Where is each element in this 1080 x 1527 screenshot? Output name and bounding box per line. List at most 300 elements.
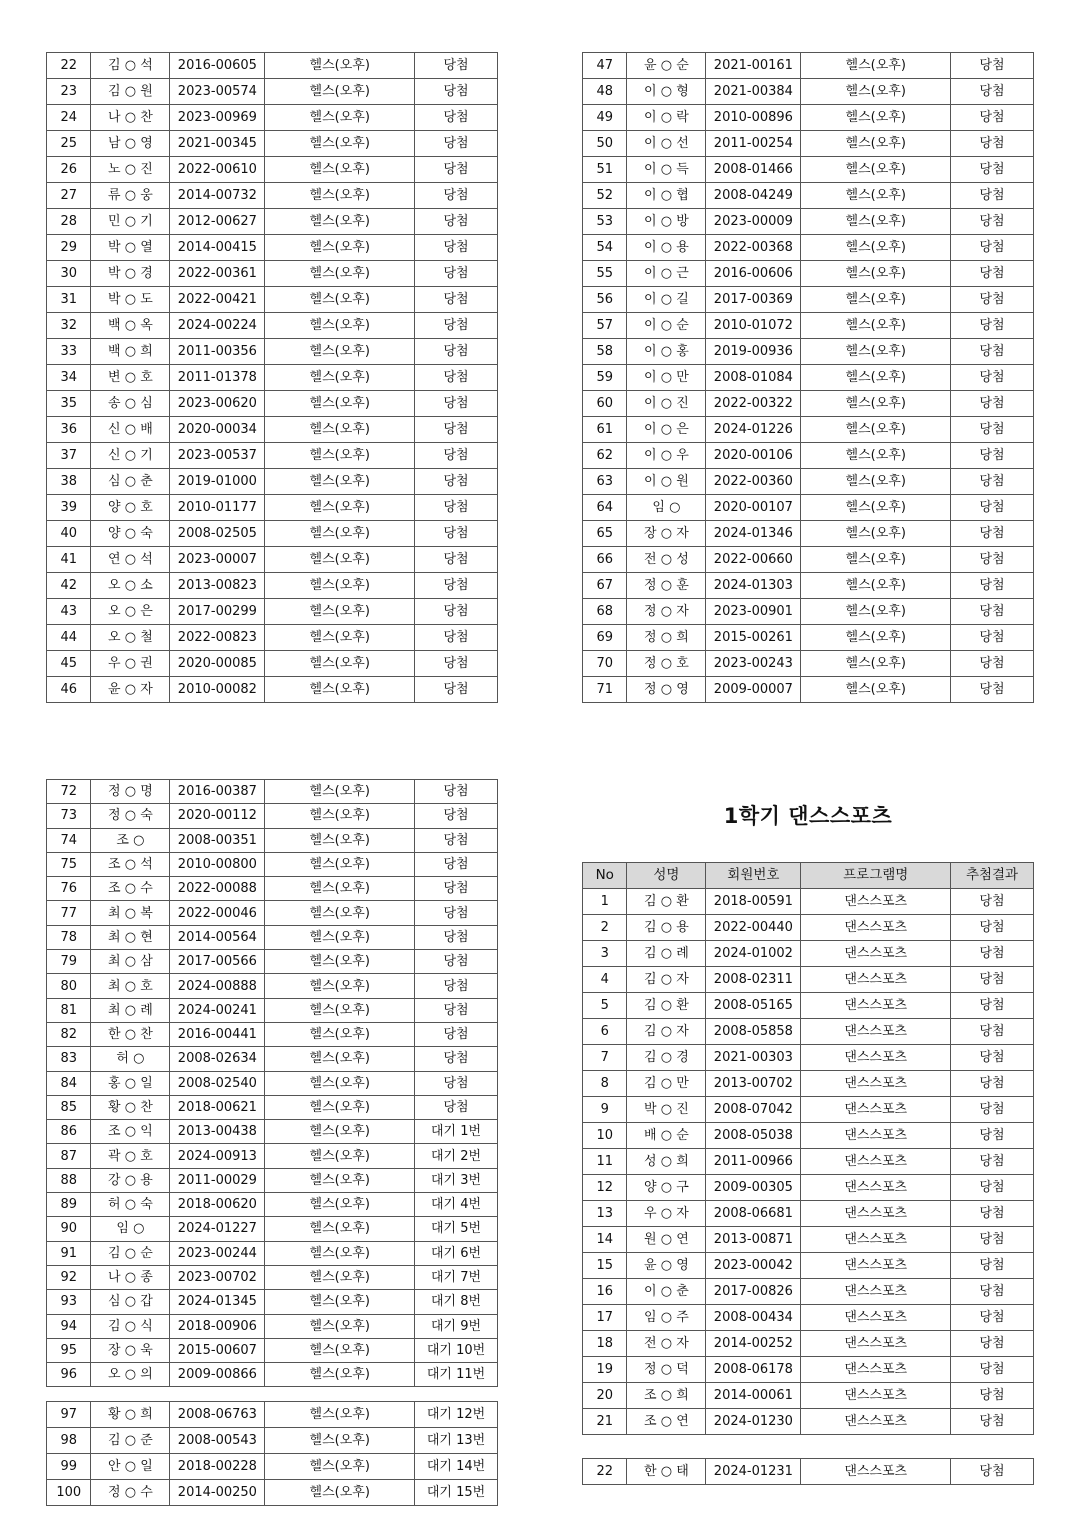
draw-result: 대기 4번 [415, 1193, 498, 1217]
member-name: 이 ○ 은 [627, 417, 706, 443]
program-name: 헬스(오후) [265, 1480, 415, 1506]
table-row [47, 443, 498, 469]
member-id: 2020-00112 [170, 804, 265, 828]
program-name: 댄스스포츠 [801, 967, 951, 993]
row-no: 46 [47, 677, 91, 703]
draw-result: 당첨 [951, 1123, 1034, 1149]
table-row [47, 625, 498, 651]
draw-result: 당첨 [415, 780, 498, 804]
table-row [47, 573, 498, 599]
program-name: 댄스스포츠 [801, 1383, 951, 1409]
draw-result: 당첨 [951, 625, 1034, 651]
member-name: 이 ○ 근 [627, 261, 706, 287]
program-name: 헬스(오후) [265, 131, 415, 157]
row-no: 86 [47, 1120, 91, 1144]
program-name: 헬스(오후) [801, 209, 951, 235]
member-id: 2013-00438 [170, 1120, 265, 1144]
member-name: 최 ○ 현 [91, 925, 170, 949]
draw-result: 당첨 [415, 131, 498, 157]
table-row [583, 1227, 1034, 1253]
table-row [47, 998, 498, 1022]
draw-result: 당첨 [951, 941, 1034, 967]
row-no: 4 [583, 967, 627, 993]
program-name: 헬스(오후) [265, 599, 415, 625]
program-name: 헬스(오후) [801, 469, 951, 495]
member-id: 2024-01231 [706, 1459, 801, 1485]
table-row [47, 1363, 498, 1387]
row-no: 58 [583, 339, 627, 365]
table-row [583, 599, 1034, 625]
member-id: 2008-01466 [706, 157, 801, 183]
row-no: 39 [47, 495, 91, 521]
member-id: 2019-00936 [706, 339, 801, 365]
draw-result: 당첨 [415, 209, 498, 235]
program-name: 헬스(오후) [801, 573, 951, 599]
row-no: 50 [583, 131, 627, 157]
table-row [47, 157, 498, 183]
draw-result: 당첨 [415, 1047, 498, 1071]
member-name: 조 ○ 연 [627, 1409, 706, 1435]
program-name: 댄스스포츠 [801, 1459, 951, 1485]
row-no: 26 [47, 157, 91, 183]
member-name: 이 ○ 선 [627, 131, 706, 157]
table-row [583, 1175, 1034, 1201]
draw-result: 대기 13번 [415, 1428, 498, 1454]
draw-result: 당첨 [951, 157, 1034, 183]
table-row [47, 183, 498, 209]
table-row [583, 1357, 1034, 1383]
member-id: 2018-00621 [170, 1095, 265, 1119]
table-row [583, 495, 1034, 521]
row-no: 81 [47, 998, 91, 1022]
draw-result: 당첨 [951, 209, 1034, 235]
member-id: 2023-00901 [706, 599, 801, 625]
member-id: 2018-00620 [170, 1193, 265, 1217]
member-name: 홍 ○ 일 [91, 1071, 170, 1095]
table-row [47, 828, 498, 852]
table-row [47, 1095, 498, 1119]
member-name: 성 ○ 희 [627, 1149, 706, 1175]
program-name: 헬스(오후) [265, 209, 415, 235]
member-name: 이 ○ 순 [627, 313, 706, 339]
table-row [583, 287, 1034, 313]
member-id: 2011-00029 [170, 1168, 265, 1192]
table-row [47, 877, 498, 901]
program-name: 헬스(오후) [265, 1290, 415, 1314]
table-row [583, 547, 1034, 573]
draw-result: 당첨 [415, 313, 498, 339]
row-no: 37 [47, 443, 91, 469]
member-id: 2014-00252 [706, 1331, 801, 1357]
row-no: 9 [583, 1097, 627, 1123]
member-name: 김 ○ 환 [627, 993, 706, 1019]
health-table-97-100 [46, 1401, 498, 1506]
member-id: 2024-01346 [706, 521, 801, 547]
program-name: 헬스(오후) [801, 547, 951, 573]
member-name: 황 ○ 희 [91, 1402, 170, 1428]
table-row [583, 521, 1034, 547]
member-id: 2020-00034 [170, 417, 265, 443]
row-no: 75 [47, 852, 91, 876]
draw-result: 당첨 [951, 677, 1034, 703]
member-id: 2009-00007 [706, 677, 801, 703]
draw-result: 당첨 [415, 235, 498, 261]
table-row [583, 157, 1034, 183]
member-id: 2023-00574 [170, 79, 265, 105]
member-name: 박 ○ 도 [91, 287, 170, 313]
member-id: 2022-00610 [170, 157, 265, 183]
member-name: 정 ○ 호 [627, 651, 706, 677]
table-row [47, 469, 498, 495]
draw-result: 당첨 [951, 889, 1034, 915]
member-name: 양 ○ 숙 [91, 521, 170, 547]
table-row [583, 1305, 1034, 1331]
row-no: 89 [47, 1193, 91, 1217]
row-no: 30 [47, 261, 91, 287]
draw-result: 당첨 [951, 1201, 1034, 1227]
program-name: 댄스스포츠 [801, 1227, 951, 1253]
member-name: 윤 ○ 순 [627, 53, 706, 79]
draw-result: 당첨 [951, 417, 1034, 443]
draw-result: 당첨 [951, 599, 1034, 625]
row-no: 96 [47, 1363, 91, 1387]
member-name: 임 ○ [91, 1217, 170, 1241]
row-no: 64 [583, 495, 627, 521]
program-name: 헬스(오후) [265, 1428, 415, 1454]
member-id: 2021-00384 [706, 79, 801, 105]
draw-result: 당첨 [415, 417, 498, 443]
member-id: 2016-00605 [170, 53, 265, 79]
program-name: 헬스(오후) [265, 521, 415, 547]
member-name: 이 ○ 원 [627, 469, 706, 495]
program-name: 헬스(오후) [801, 313, 951, 339]
draw-result: 당첨 [415, 391, 498, 417]
member-id: 2023-00009 [706, 209, 801, 235]
row-no: 40 [47, 521, 91, 547]
member-id: 2022-00823 [170, 625, 265, 651]
program-name: 헬스(오후) [265, 1193, 415, 1217]
member-name: 최 ○ 호 [91, 974, 170, 998]
table-row [583, 1201, 1034, 1227]
program-name: 헬스(오후) [801, 625, 951, 651]
member-name: 박 ○ 경 [91, 261, 170, 287]
draw-result: 대기 3번 [415, 1168, 498, 1192]
member-name: 이 ○ 우 [627, 443, 706, 469]
row-no: 52 [583, 183, 627, 209]
table-row [47, 1193, 498, 1217]
program-name: 댄스스포츠 [801, 1071, 951, 1097]
row-no: 11 [583, 1149, 627, 1175]
draw-result: 대기 15번 [415, 1480, 498, 1506]
program-name: 헬스(오후) [265, 925, 415, 949]
member-name: 이 ○ 득 [627, 157, 706, 183]
member-id: 2024-01303 [706, 573, 801, 599]
member-id: 2022-00440 [706, 915, 801, 941]
draw-result: 당첨 [415, 365, 498, 391]
table-row [47, 131, 498, 157]
health-table-72-96 [46, 779, 498, 1387]
draw-result: 당첨 [415, 261, 498, 287]
table-row [583, 443, 1034, 469]
member-id: 2022-00361 [170, 261, 265, 287]
program-name: 댄스스포츠 [801, 993, 951, 1019]
member-id: 2016-00441 [170, 1022, 265, 1046]
member-name: 한 ○ 태 [627, 1459, 706, 1485]
row-no: 77 [47, 901, 91, 925]
draw-result: 당첨 [415, 651, 498, 677]
member-id: 2023-00969 [170, 105, 265, 131]
row-no: 49 [583, 105, 627, 131]
table-row [47, 1314, 498, 1338]
draw-result: 당첨 [951, 495, 1034, 521]
member-id: 2023-00620 [170, 391, 265, 417]
member-name: 이 ○ 만 [627, 365, 706, 391]
draw-result: 대기 5번 [415, 1217, 498, 1241]
member-id: 2022-00322 [706, 391, 801, 417]
table-row [47, 1047, 498, 1071]
member-name: 민 ○ 기 [91, 209, 170, 235]
table-row [583, 677, 1034, 703]
table-row [47, 599, 498, 625]
draw-result: 당첨 [415, 339, 498, 365]
member-name: 김 ○ 례 [627, 941, 706, 967]
member-id: 2020-00107 [706, 495, 801, 521]
member-id: 2008-01084 [706, 365, 801, 391]
program-name: 헬스(오후) [265, 235, 415, 261]
member-name: 정 ○ 수 [91, 1480, 170, 1506]
program-name: 헬스(오후) [265, 1314, 415, 1338]
member-id: 2018-00228 [170, 1454, 265, 1480]
program-name: 헬스(오후) [265, 1120, 415, 1144]
row-no: 76 [47, 877, 91, 901]
row-no: 63 [583, 469, 627, 495]
program-name: 헬스(오후) [265, 877, 415, 901]
draw-result: 당첨 [951, 1409, 1034, 1435]
row-no: 83 [47, 1047, 91, 1071]
table-row [47, 313, 498, 339]
member-id: 2015-00261 [706, 625, 801, 651]
row-no: 79 [47, 950, 91, 974]
member-id: 2008-06681 [706, 1201, 801, 1227]
draw-result: 당첨 [951, 313, 1034, 339]
row-no: 98 [47, 1428, 91, 1454]
table-row [583, 391, 1034, 417]
row-no: 55 [583, 261, 627, 287]
row-no: 71 [583, 677, 627, 703]
row-no: 31 [47, 287, 91, 313]
program-name: 헬스(오후) [265, 998, 415, 1022]
table-row [47, 925, 498, 949]
row-no: 35 [47, 391, 91, 417]
row-no: 82 [47, 1022, 91, 1046]
member-name: 김 ○ 만 [627, 1071, 706, 1097]
member-name: 이 ○ 춘 [627, 1279, 706, 1305]
table-row [47, 105, 498, 131]
table-row [47, 79, 498, 105]
member-name: 이 ○ 홍 [627, 339, 706, 365]
table-row [583, 417, 1034, 443]
member-name: 강 ○ 용 [91, 1168, 170, 1192]
row-no: 36 [47, 417, 91, 443]
row-no: 16 [583, 1279, 627, 1305]
member-id: 2019-01000 [170, 469, 265, 495]
program-name: 헬스(오후) [265, 1217, 415, 1241]
member-id: 2024-00241 [170, 998, 265, 1022]
member-name: 정 ○ 희 [627, 625, 706, 651]
table-row [583, 1097, 1034, 1123]
member-id: 2020-00106 [706, 443, 801, 469]
member-id: 2021-00345 [170, 131, 265, 157]
member-id: 2015-00607 [170, 1338, 265, 1362]
member-id: 2010-00082 [170, 677, 265, 703]
draw-result: 당첨 [951, 1071, 1034, 1097]
row-no: 65 [583, 521, 627, 547]
member-name: 김 ○ 준 [91, 1428, 170, 1454]
row-no: 22 [47, 53, 91, 79]
member-name: 곽 ○ 호 [91, 1144, 170, 1168]
member-name: 장 ○ 욱 [91, 1338, 170, 1362]
program-name: 헬스(오후) [265, 339, 415, 365]
program-name: 헬스(오후) [801, 157, 951, 183]
member-name: 김 ○ 경 [627, 1045, 706, 1071]
program-name: 헬스(오후) [265, 780, 415, 804]
row-no: 92 [47, 1265, 91, 1289]
draw-result: 당첨 [951, 651, 1034, 677]
health-table-22-46 [46, 52, 498, 703]
row-no: 70 [583, 651, 627, 677]
member-id: 2010-01177 [170, 495, 265, 521]
draw-result: 당첨 [951, 53, 1034, 79]
table-row [47, 950, 498, 974]
table-row [47, 974, 498, 998]
member-name: 황 ○ 찬 [91, 1095, 170, 1119]
row-no: 29 [47, 235, 91, 261]
member-name: 이 ○ 방 [627, 209, 706, 235]
row-no: 73 [47, 804, 91, 828]
member-name: 조 ○ [91, 828, 170, 852]
program-name: 헬스(오후) [801, 235, 951, 261]
row-no: 10 [583, 1123, 627, 1149]
member-name: 나 ○ 종 [91, 1265, 170, 1289]
program-name: 헬스(오후) [265, 53, 415, 79]
row-no: 90 [47, 1217, 91, 1241]
program-name: 헬스(오후) [801, 599, 951, 625]
draw-result: 당첨 [951, 1253, 1034, 1279]
member-id: 2008-06763 [170, 1402, 265, 1428]
program-name: 댄스스포츠 [801, 915, 951, 941]
draw-result: 대기 11번 [415, 1363, 498, 1387]
member-name: 이 ○ 협 [627, 183, 706, 209]
member-id: 2013-00702 [706, 1071, 801, 1097]
program-name: 댄스스포츠 [801, 1123, 951, 1149]
member-id: 2017-00826 [706, 1279, 801, 1305]
draw-result: 당첨 [951, 547, 1034, 573]
table-row [583, 235, 1034, 261]
member-name: 변 ○ 호 [91, 365, 170, 391]
member-name: 임 ○ 주 [627, 1305, 706, 1331]
header-row [583, 863, 1034, 889]
table-row [583, 915, 1034, 941]
table-row [47, 261, 498, 287]
table-row [583, 1071, 1034, 1097]
draw-result: 대기 8번 [415, 1290, 498, 1314]
member-name: 정 ○ 숙 [91, 804, 170, 828]
member-id: 2024-01345 [170, 1290, 265, 1314]
table-row [583, 365, 1034, 391]
row-no: 93 [47, 1290, 91, 1314]
table-row [583, 993, 1034, 1019]
table-row [583, 941, 1034, 967]
program-name: 댄스스포츠 [801, 1175, 951, 1201]
member-id: 2022-00421 [170, 287, 265, 313]
program-name: 헬스(오후) [265, 1454, 415, 1480]
member-name: 배 ○ 순 [627, 1123, 706, 1149]
table-row [47, 495, 498, 521]
draw-result: 당첨 [415, 105, 498, 131]
table-row [583, 261, 1034, 287]
member-id: 2008-06178 [706, 1357, 801, 1383]
table-row [583, 1331, 1034, 1357]
program-name: 헬스(오후) [801, 131, 951, 157]
member-id: 2011-00966 [706, 1149, 801, 1175]
member-id: 2008-07042 [706, 1097, 801, 1123]
table-row [583, 1279, 1034, 1305]
member-id: 2023-00243 [706, 651, 801, 677]
member-id: 2017-00566 [170, 950, 265, 974]
row-no: 91 [47, 1241, 91, 1265]
program-name: 헬스(오후) [265, 495, 415, 521]
member-id: 2023-00007 [170, 547, 265, 573]
program-name: 댄스스포츠 [801, 1019, 951, 1045]
draw-result: 당첨 [415, 79, 498, 105]
header-no: No [583, 863, 627, 889]
row-no: 19 [583, 1357, 627, 1383]
program-name: 헬스(오후) [801, 391, 951, 417]
table-row [583, 967, 1034, 993]
program-name: 헬스(오후) [265, 365, 415, 391]
member-name: 이 ○ 진 [627, 391, 706, 417]
table-row [583, 313, 1034, 339]
table-row [47, 780, 498, 804]
table-row [47, 901, 498, 925]
program-name: 헬스(오후) [265, 950, 415, 974]
program-name: 헬스(오후) [265, 79, 415, 105]
row-no: 17 [583, 1305, 627, 1331]
program-name: 헬스(오후) [265, 443, 415, 469]
table-row [583, 469, 1034, 495]
table-row [583, 889, 1034, 915]
row-no: 23 [47, 79, 91, 105]
draw-result: 대기 1번 [415, 1120, 498, 1144]
member-name: 조 ○ 희 [627, 1383, 706, 1409]
member-id: 2021-00161 [706, 53, 801, 79]
table-row [583, 1253, 1034, 1279]
member-name: 조 ○ 수 [91, 877, 170, 901]
draw-result: 당첨 [951, 131, 1034, 157]
table-row [47, 1144, 498, 1168]
member-id: 2018-00906 [170, 1314, 265, 1338]
program-name: 헬스(오후) [265, 1022, 415, 1046]
table-row [47, 547, 498, 573]
member-id: 2022-00660 [706, 547, 801, 573]
member-id: 2023-00702 [170, 1265, 265, 1289]
row-no: 78 [47, 925, 91, 949]
dance-sports-table-continued [582, 1458, 1034, 1485]
member-name: 김 ○ 자 [627, 1019, 706, 1045]
draw-result: 당첨 [951, 391, 1034, 417]
draw-result: 당첨 [951, 235, 1034, 261]
table-row [583, 1383, 1034, 1409]
